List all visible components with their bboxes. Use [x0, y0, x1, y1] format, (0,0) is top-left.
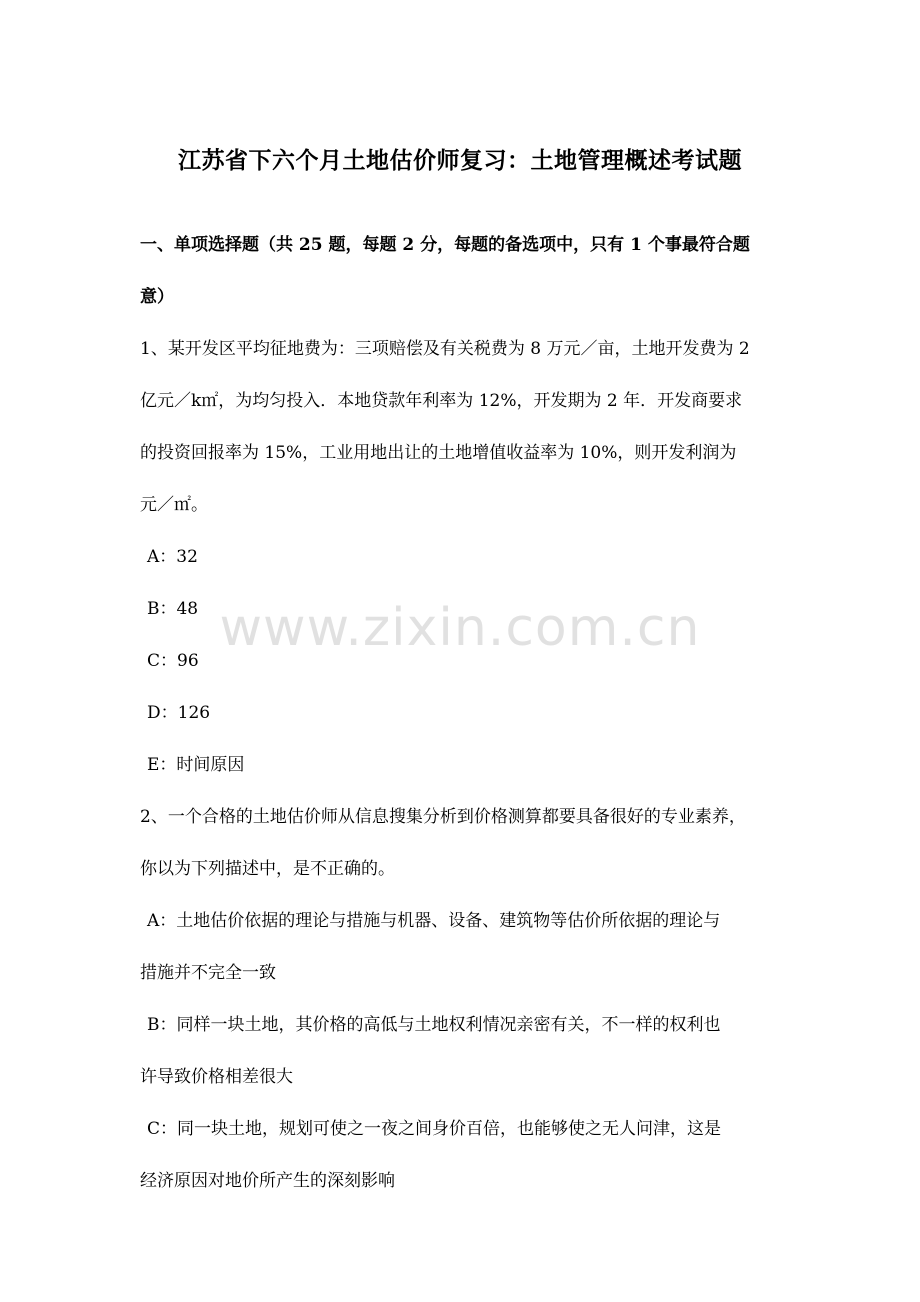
section-heading-line-2: 意）	[140, 287, 174, 307]
q2-option-c-line-2: 经济原因对地价所产生的深刻影响	[140, 1171, 395, 1191]
watermark: www.zixin.com.cn	[219, 598, 701, 658]
q2-option-a-line-1: A：土地估价依据的理论与措施与机器、设备、建筑物等估价所依据的理论与	[147, 911, 721, 931]
q1-text-line-1: 1、某开发区平均征地费为：三项赔偿及有关税费为 8 万元／亩，土地开发费为 2	[140, 339, 750, 359]
q2-text-line-2: 你以为下列描述中，是不正确的。	[140, 859, 395, 879]
q2-option-a-line-2: 措施并不完全一致	[140, 963, 276, 983]
q2-option-c-line-1: C：同一块土地，规划可使之一夜之间身价百倍，也能够使之无人问津，这是	[147, 1119, 722, 1139]
q1-text-line-4: 元／㎡。	[140, 495, 208, 515]
q1-text-line-3: 的投资回报率为 15%，工业用地出让的土地增值收益率为 10%，则开发利润为	[140, 443, 737, 463]
q1-option-b: B：48	[147, 599, 199, 619]
q2-option-b-line-2: 许导致价格相差很大	[140, 1067, 293, 1087]
q1-option-e: E：时间原因	[147, 755, 245, 775]
section-heading-line-1: 一、单项选择题（共 25 题，每题 2 分，每题的备选项中，只有 1 个事最符合题	[140, 235, 750, 255]
q1-option-c: C：96	[147, 651, 199, 671]
q1-text-line-2: 亿元／k㎡，为均匀投入．本地贷款年利率为 12%，开发期为 2 年．开发商要求	[140, 391, 743, 411]
q2-option-b-line-1: B：同样一块土地，其价格的高低与土地权利情况亲密有关，不一样的权利也	[147, 1015, 721, 1035]
q1-option-a: A：32	[147, 547, 198, 567]
q1-option-d: D：126	[147, 703, 211, 723]
q2-text-line-1: 2、一个合格的土地估价师从信息搜集分析到价格测算都要具备很好的专业素养，	[140, 807, 746, 827]
document-title: 江苏省下六个月土地估价师复习：土地管理概述考试题	[178, 147, 742, 174]
